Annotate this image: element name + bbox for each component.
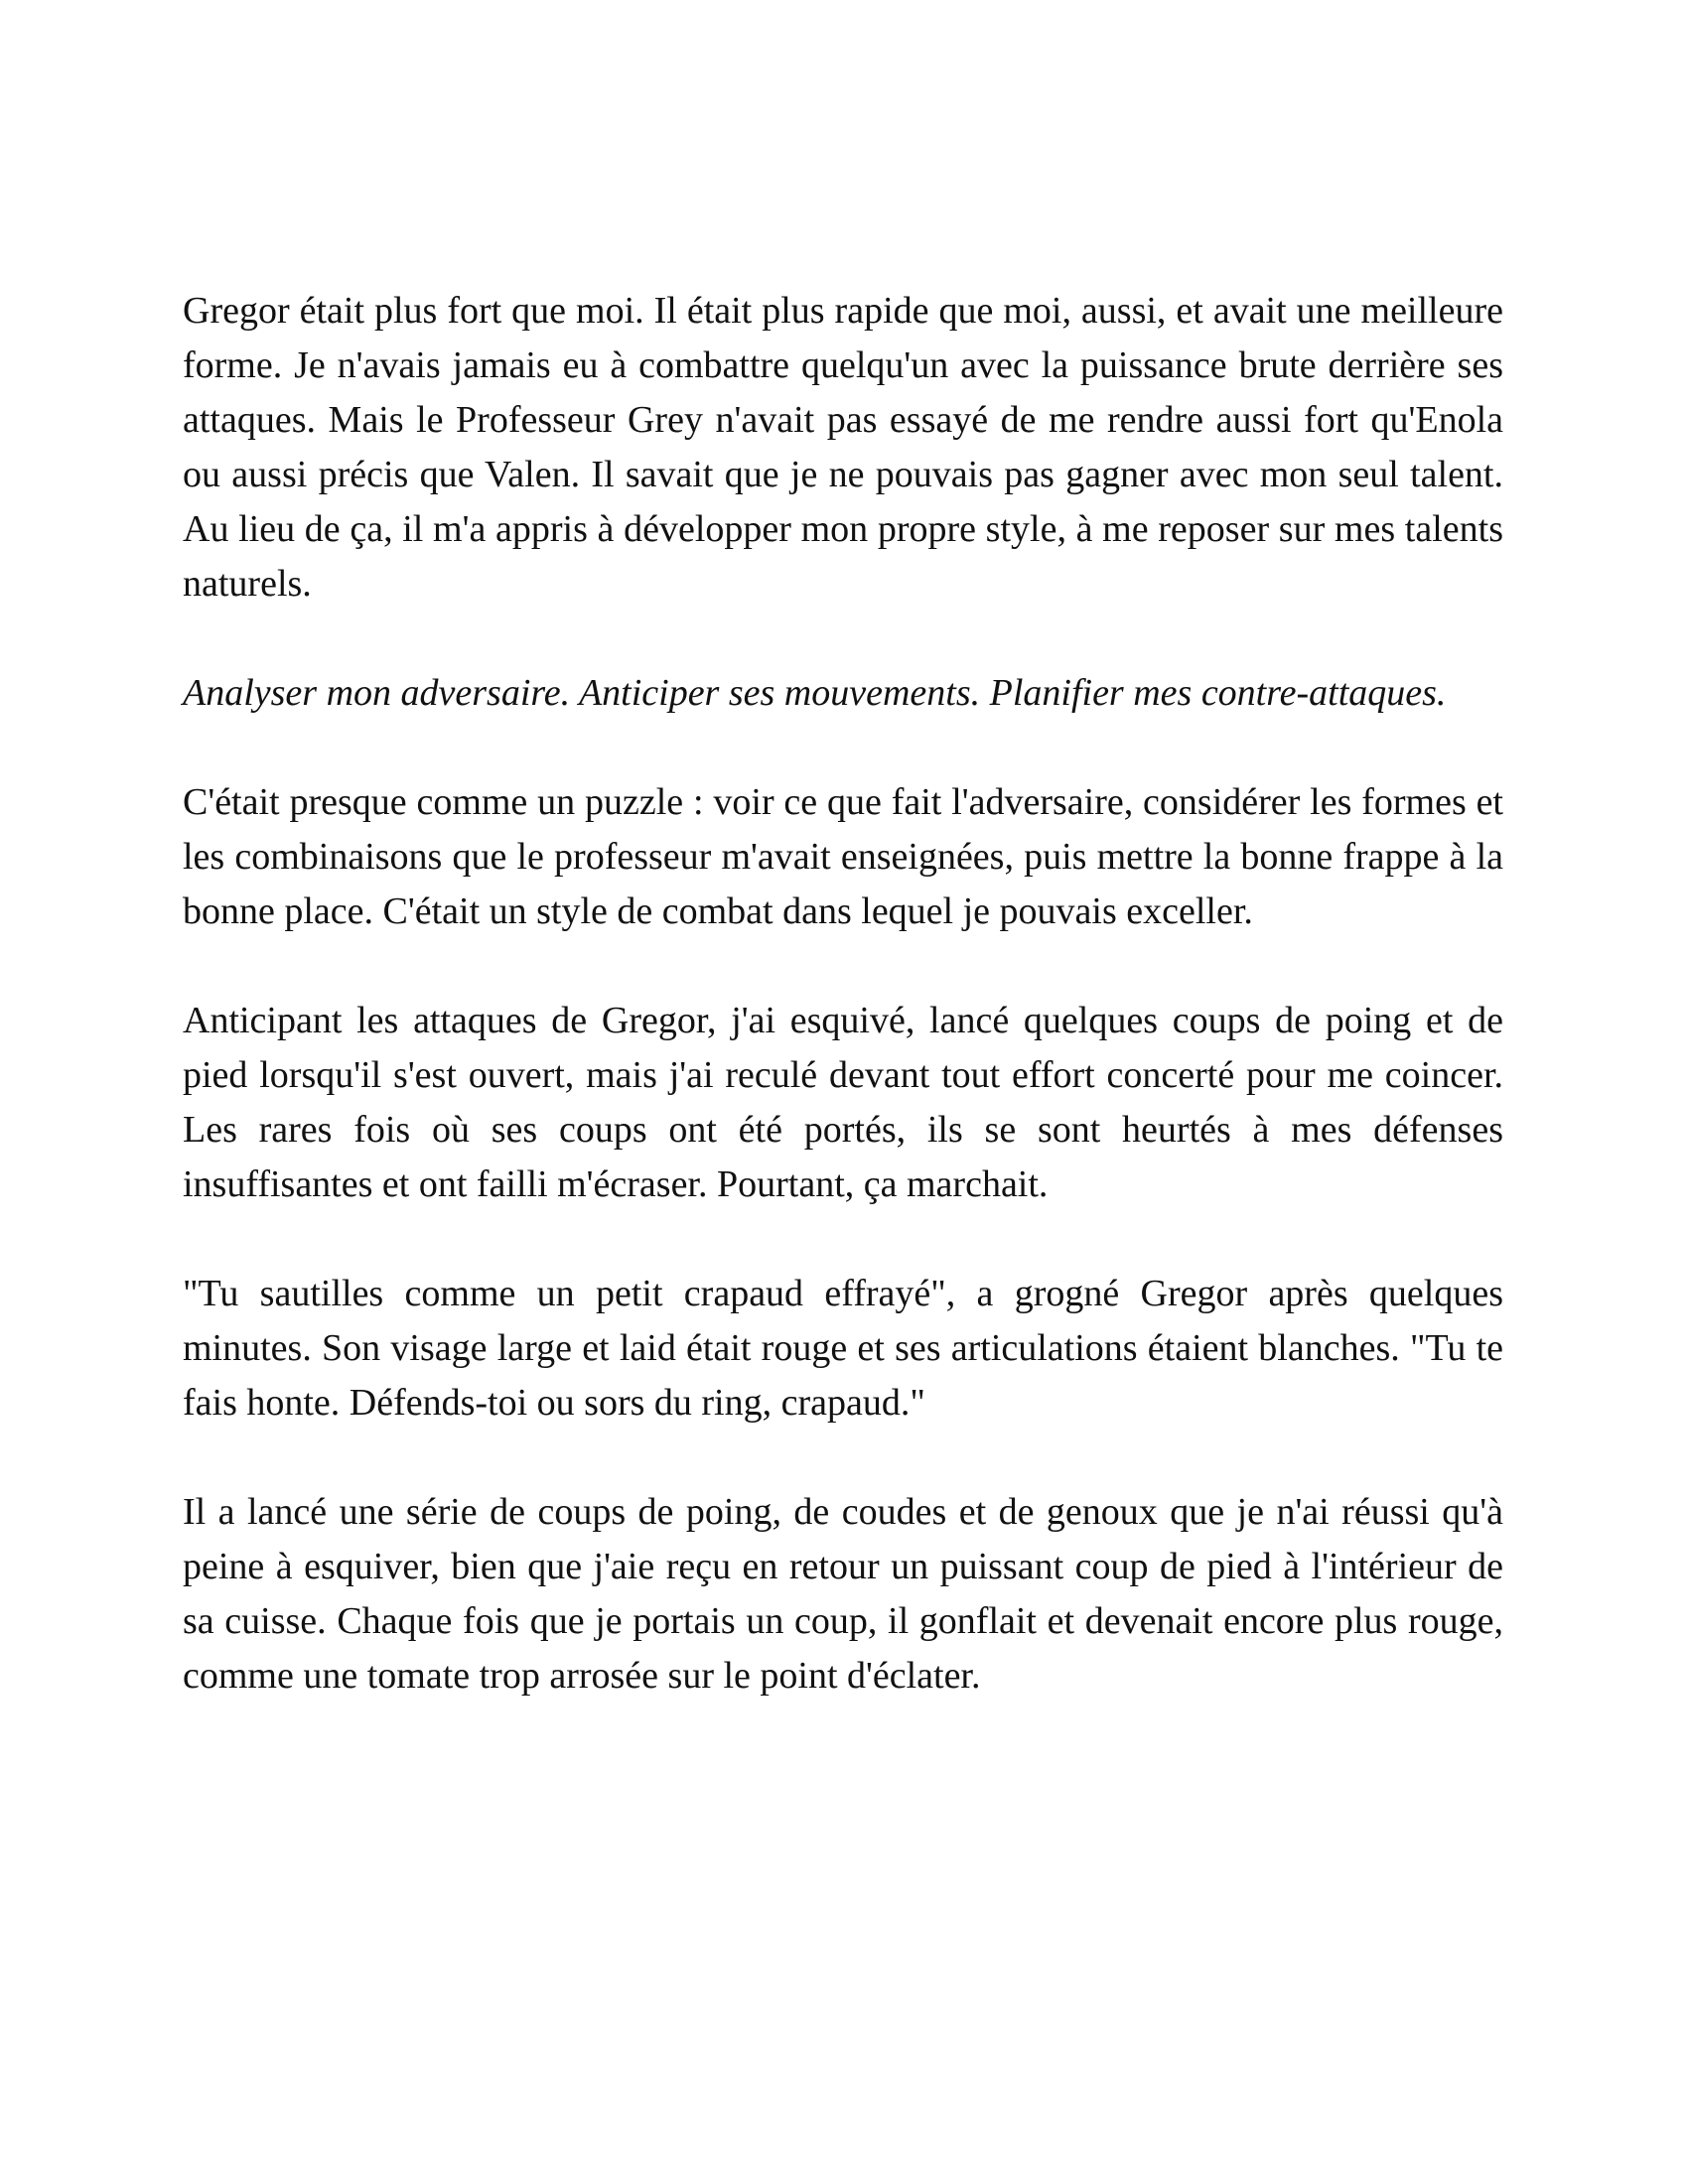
- paragraph-3: C'était presque comme un puzzle : voir ce que fait l'adversaire, considérer les formes et les combinaisons que le professeur m'avait enseignées, puis mettre la bonne frappe à la bonne place. C'était un style de combat dans lequel je pouvais exceller.: [183, 781, 1503, 932]
- paragraph-5: "Tu sautilles comme un petit crapaud effrayé", a grogné Gregor après quelques minutes. Son visage large et laid était rouge et ses articulations étaient blanches. "Tu te fais honte. Défends-toi ou sors du ring, crapaud.": [183, 1273, 1503, 1424]
- document-page: [183, 284, 1503, 1758]
- paragraph-2-italic: Analyser mon adversaire. Anticiper ses mouvements. Planifier mes contre-attaques.: [183, 672, 1447, 714]
- paragraph-1: Gregor était plus fort que moi. Il était plus rapide que moi, aussi, et avait une meilleure forme. Je n'avais jamais eu à combattre quelqu'un avec la puissance brute derrière ses attaques. Mais le Professeur Grey n'avait pas essayé de me rendre aussi fort qu'Enola ou aussi précis que Valen. Il savait que je ne pouvais pas gagner avec mon seul talent. Au lieu de ça, il m'a appris à développer mon propre style, à me reposer sur mes talents naturels.: [183, 290, 1503, 605]
- paragraph-6: Il a lancé une série de coups de poing, de coudes et de genoux que je n'ai réussi qu'à peine à esquiver, bien que j'aie reçu en retour un puissant coup de pied à l'intérieur de sa cuisse. Chaque fois que je portais un coup, il gonflait et devenait encore plus rouge, comme une tomate trop arrosée sur le point d'éclater.: [183, 1491, 1503, 1697]
- paragraph-4: Anticipant les attaques de Gregor, j'ai esquivé, lancé quelques coups de poing et de pied lorsqu'il s'est ouvert, mais j'ai reculé devant tout effort concerté pour me coincer. Les rares fois où ses coups ont été portés, ils se sont heurtés à mes défenses insuffisantes et ont failli m'écraser. Pourtant, ça marchait.: [183, 1000, 1503, 1205]
